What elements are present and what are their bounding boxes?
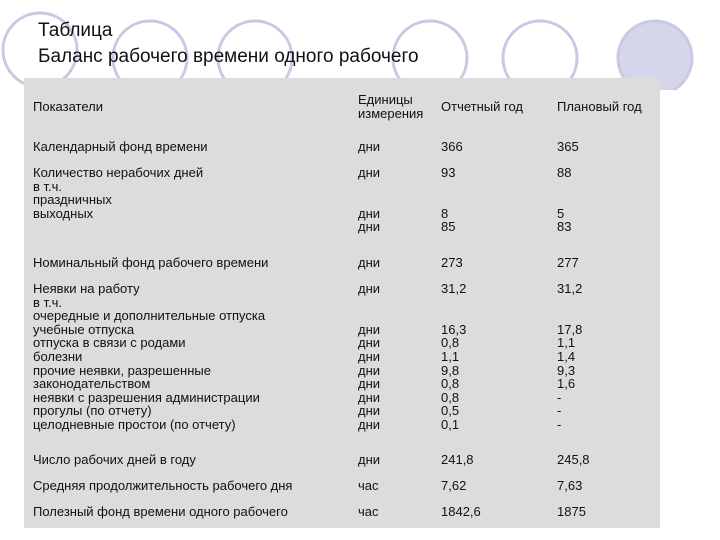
row-plan-value: 31,2 17,8 1,1 1,4 9,3 1,6 - - - (557, 281, 583, 432)
row-report-value: 31,2 16,3 0,8 1,1 9,8 0,8 0,8 0,5 0,1 (441, 281, 467, 432)
row-plan-value: 7,63 (557, 478, 583, 493)
row-plan-value: 88 5 83 (557, 165, 572, 235)
row-label: Неявки на работу в т.ч. очередные и дополнительные отпуска учебные отпуска отпуска в связи с родами болезни прочие неявки, разрешенные законодательством неявки с разрешения администрации прогулы (по отчету) целодневные простои (по отчету) (33, 281, 266, 432)
header-indicator: Показатели (33, 99, 103, 114)
row-unit: час (358, 504, 379, 519)
header-plan-year: Плановый год (557, 99, 642, 114)
title-line-2: Баланс рабочего времени одного рабочего (38, 46, 419, 67)
row-plan-value: 277 (557, 255, 579, 270)
row-plan-value: 365 (557, 139, 579, 154)
row-report-value: 93 8 85 (441, 165, 456, 235)
row-label: Количество нерабочих дней в т.ч. праздничных выходных (33, 165, 204, 221)
row-unit: дни (358, 139, 381, 154)
row-report-value: 273 (441, 255, 463, 270)
row-unit: час (358, 478, 379, 493)
row-label: Средняя продолжительность рабочего дня (33, 478, 293, 493)
row-label: Календарный фонд времени (33, 139, 208, 154)
header-unit-line-1: Единицы (358, 92, 413, 107)
row-label: Число рабочих дней в году (33, 452, 196, 467)
slide-title (38, 18, 419, 70)
row-label: Номинальный фонд рабочего времени (33, 255, 269, 270)
row-report-value: 1842,6 (441, 504, 481, 519)
title-line-1: Таблица (38, 20, 113, 41)
header-unit-line-2: измерения (358, 106, 424, 121)
row-label: Полезный фонд времени одного рабочего (33, 504, 288, 519)
row-plan-value: 245,8 (557, 452, 590, 467)
row-plan-value: 1875 (557, 504, 586, 519)
row-report-value: 241,8 (441, 452, 474, 467)
header-report-year: Отчетный год (441, 99, 523, 114)
row-unit: дни (358, 452, 381, 467)
row-report-value: 366 (441, 139, 463, 154)
row-unit: дни дни дни дни дни дни дни дни дни (358, 281, 381, 432)
row-unit: дни дни дни (358, 165, 381, 235)
row-unit: дни (358, 255, 381, 270)
row-report-value: 7,62 (441, 478, 467, 493)
